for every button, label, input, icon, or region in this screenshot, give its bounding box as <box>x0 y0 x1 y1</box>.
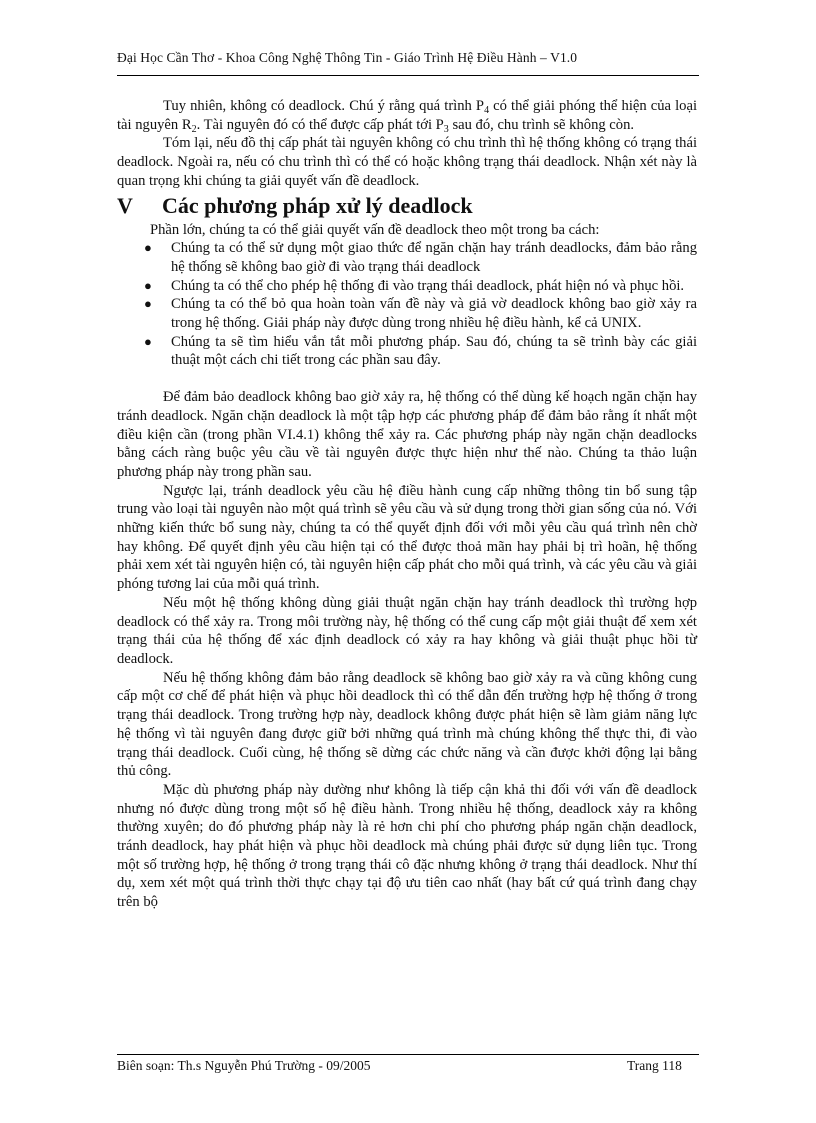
section-title: Các phương pháp xử lý deadlock <box>162 192 473 218</box>
paragraph-body: Nếu hệ thống không đảm bảo rằng deadlock sẽ không bao giờ xảy ra và cũng không cung cấp một cơ chế để phát hiện và phục hồi deadlock thì có thể dẫn đến trường hợp hệ thống ở trong trạng thái deadlock. Trong trường hợp này, deadlock không được phát hiện sẽ làm giảm năng lực hệ thống vì tài nguyên đang được giữ bởi những quá trình mà chúng không thể thực thi, đi vào trạng thái deadlock. Cuối cùng, hệ thống sẽ dừng các chức năng và cần được khởi động lại bằng thủ công. <box>117 669 697 780</box>
bullet-icon: ● <box>144 277 152 293</box>
paragraph-intro-1: Tuy nhiên, không có deadlock. Chú ý rằng quá trình $P_4$ có thể giải phóng thể hiện của loại tài nguyên $R_2$. Tài nguyên đó có thể được cấp phát tới $P_3$ sau đó, chu trình sẽ không còn. <box>117 98 697 135</box>
page-content <box>117 97 697 912</box>
footer-page-number: Trang 118 <box>627 1058 682 1073</box>
list-item: ● Chúng ta có thể sử dụng một giao thức để ngăn chặn hay tránh deadlocks, đảm bảo rằng hệ thống sẽ không bao giờ đi vào trạng thái deadlock <box>144 240 697 275</box>
bullet-list <box>117 239 697 370</box>
bullet-icon: ● <box>144 333 152 349</box>
bullet-icon: ● <box>144 296 152 312</box>
paragraph-body: Mặc dù phương pháp này dường như không là tiếp cận khả thi đối với vấn đề deadlock nhưng nó được dùng trong một số hệ điều hành. Trong nhiều hệ thống, deadlock xảy ra không thường xuyên; do đó phương pháp này là rẻ hơn chi phí cho phương pháp ngăn chặn deadlock, tránh deadlock, hay phát hiện và phục hồi deadlock mà chúng phải được sử dụng liên tục. Trong một số trường hợp, hệ thống ở trong trạng thái cô đặc nhưng không ở trạng thái deadlock. Như thí dụ, xem xét một quá trình thời thực chạy tại độ ưu tiên cao nhất (hay bất cứ quá trình đang chạy trên bộ <box>117 781 697 911</box>
list-item: ● Chúng ta có thể bỏ qua hoàn toàn vấn đề này và giả vờ deadlock không bao giờ xảy ra trong hệ thống. Giải pháp này được dùng trong nhiều hệ điều hành, kể cả UNIX. <box>144 296 697 332</box>
paragraph-body: Để đảm bảo deadlock không bao giờ xảy ra, hệ thống có thể dùng kế hoạch ngăn chặn hay tránh deadlock. Ngăn chặn deadlock là một tập hợp các phương pháp để đảm bảo rằng ít nhất một điều kiện cần (trong phần VI.4.1) không thể xảy ra. Các phương pháp này ngăn chặn deadlocks bằng cách ràng buộc yêu cầu về tài nguyên được thực hiện như thế nào. Chúng ta thảo luận phương pháp này trong phần sau. <box>117 389 697 480</box>
header-divider <box>117 75 699 76</box>
list-item: ● Chúng ta có thể cho phép hệ thống đi vào trạng thái deadlock, phát hiện nó và phục hồi. <box>144 277 685 294</box>
paragraph-body: Nếu một hệ thống không dùng giải thuật ngăn chặn hay tránh deadlock thì trường hợp deadlock có thể xảy ra. Trong môi trường này, hệ thống có thể cung cấp một giải thuật để xem xét trạng thái của hệ thống để xác định deadlock có xảy ra hay không và giải thuật phục hồi từ deadlock. <box>117 594 697 667</box>
section-heading <box>117 191 697 221</box>
footer-author: Biên soạn: Th.s Nguyễn Phú Trường - 09/2005 <box>117 1058 371 1073</box>
page-header: Đại Học Cần Thơ - Khoa Công Nghệ Thông Tin - Giáo Trình Hệ Điều Hành – V1.0 <box>117 50 578 65</box>
section-number: V <box>117 192 133 218</box>
paragraph-intro-2: Tóm lại, nếu đồ thị cấp phát tài nguyên không có chu trình thì hệ thống không có trạng thái deadlock. Ngoài ra, nếu có chu trình thì có thể có hoặc không trạng thái deadlock. Nhận xét này là quan trọng khi chúng ta giải quyết vấn đề deadlock. <box>117 135 697 189</box>
footer-divider <box>117 1054 699 1055</box>
spacer <box>117 370 697 388</box>
paragraph-body: Ngược lại, tránh deadlock yêu cầu hệ điều hành cung cấp những thông tin bổ sung tập trung vào loại tài nguyên nào một quá trình sẽ yêu cầu và sử dụng trong thời gian sống của nó. Với những kiến thức bổ sung này, chúng ta có thể quyết định đối với mỗi yêu cầu quá trình nên chờ hay không. Để quyết định yêu cầu hiện tại có thể được thoả mãn hay phải bị trì hoãn, hệ thống phải xem xét tài nguyên hiện có, tài nguyên hiện cấp phát cho mỗi quá trình, và các yêu cầu và giải phóng tương lai của mỗi quá trình. <box>117 482 697 593</box>
section-intro: Phần lớn, chúng ta có thể giải quyết vấn đề deadlock theo một trong ba cách: <box>150 221 600 238</box>
list-item: ● Chúng ta sẽ tìm hiểu vắn tắt mỗi phương pháp. Sau đó, chúng ta sẽ trình bày các giải thuật một cách chi tiết trong các phần sau đây. <box>144 333 697 369</box>
bullet-icon: ● <box>144 240 152 256</box>
